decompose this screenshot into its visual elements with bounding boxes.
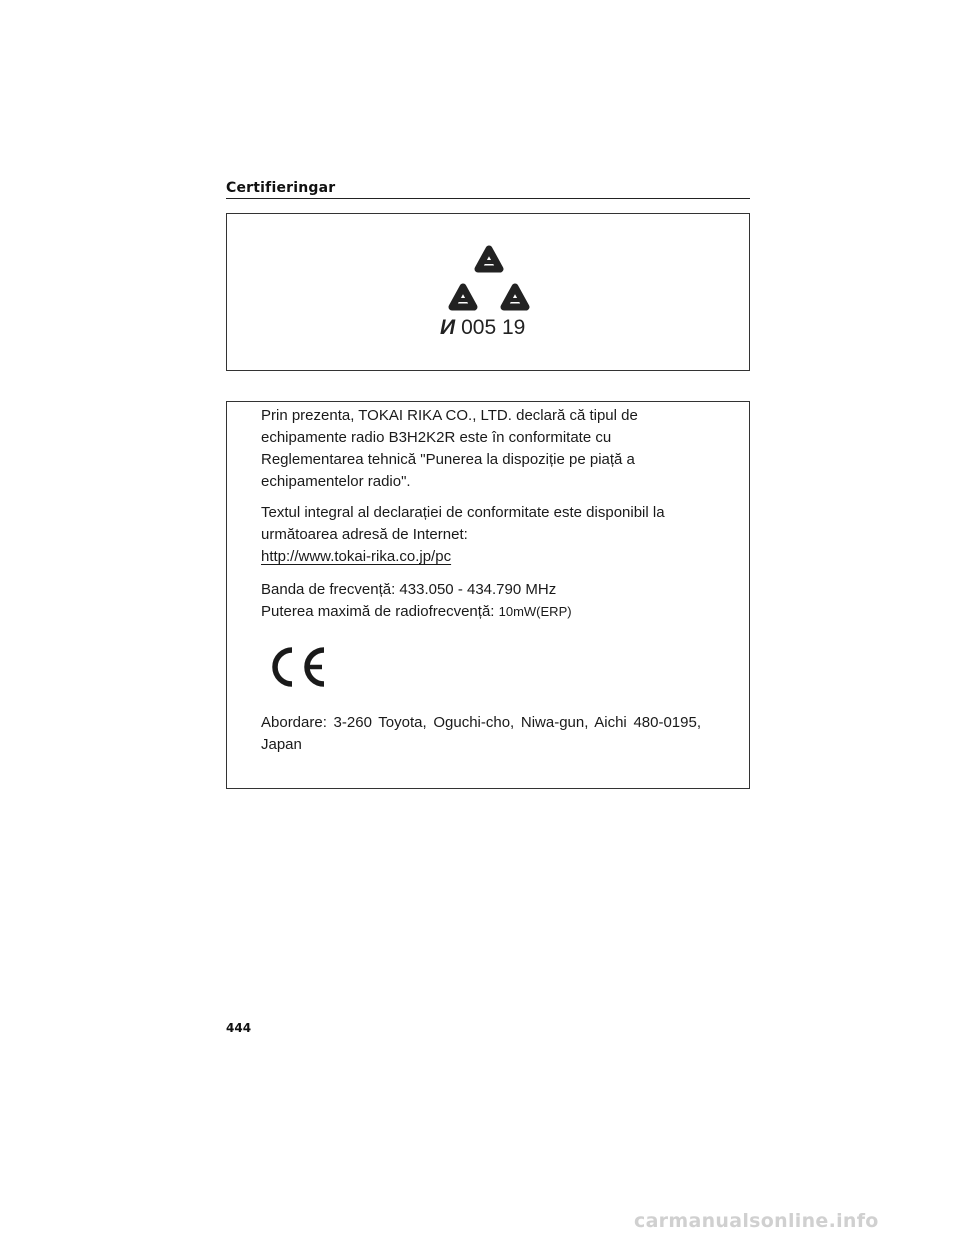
max-power-value: 10mW(ERP): [498, 604, 572, 619]
declaration-url-text: Textul integral al declarației de conformitate este disponibil la următoarea adresă de Internet:: [261, 504, 665, 543]
ce-mark-icon: [268, 646, 330, 688]
certification-number: 005 19: [461, 316, 526, 339]
max-power-label: Puterea maximă de radiofrecvență:: [261, 603, 499, 620]
certification-code: [440, 316, 525, 340]
max-power: [261, 601, 701, 623]
section-title: Certifieringar: [226, 180, 336, 196]
frequency-band: Banda de frecvență: 433.050 - 434.790 MHz: [261, 581, 557, 598]
page-number: 444: [226, 1021, 252, 1035]
declaration-paragraph: [261, 405, 701, 493]
declaration-text: Prin prezenta, TOKAI RIKA CO., LTD. declară că tipul de echipamente radio B3H2K2R este în conformitate cu Reglementarea tehnică "Punerea la dispoziție pe piață a echipamentelor radio".: [261, 407, 638, 490]
triangle-certification-mark-icon: [446, 243, 532, 317]
watermark: carmanualsonline.info: [634, 1210, 879, 1232]
certification-prefix: И: [440, 316, 456, 339]
manufacturer-address: Abordare: 3-260 Toyota, Oguchi-cho, Niwa-gun, Aichi 480-0195, Japan: [261, 714, 701, 753]
declaration-link[interactable]: http://www.tokai-rika.co.jp/pc: [261, 548, 452, 565]
radio-specs: [261, 579, 701, 623]
address-paragraph: [261, 712, 701, 756]
declaration-url-paragraph: [261, 502, 701, 568]
section-divider: [226, 198, 750, 199]
